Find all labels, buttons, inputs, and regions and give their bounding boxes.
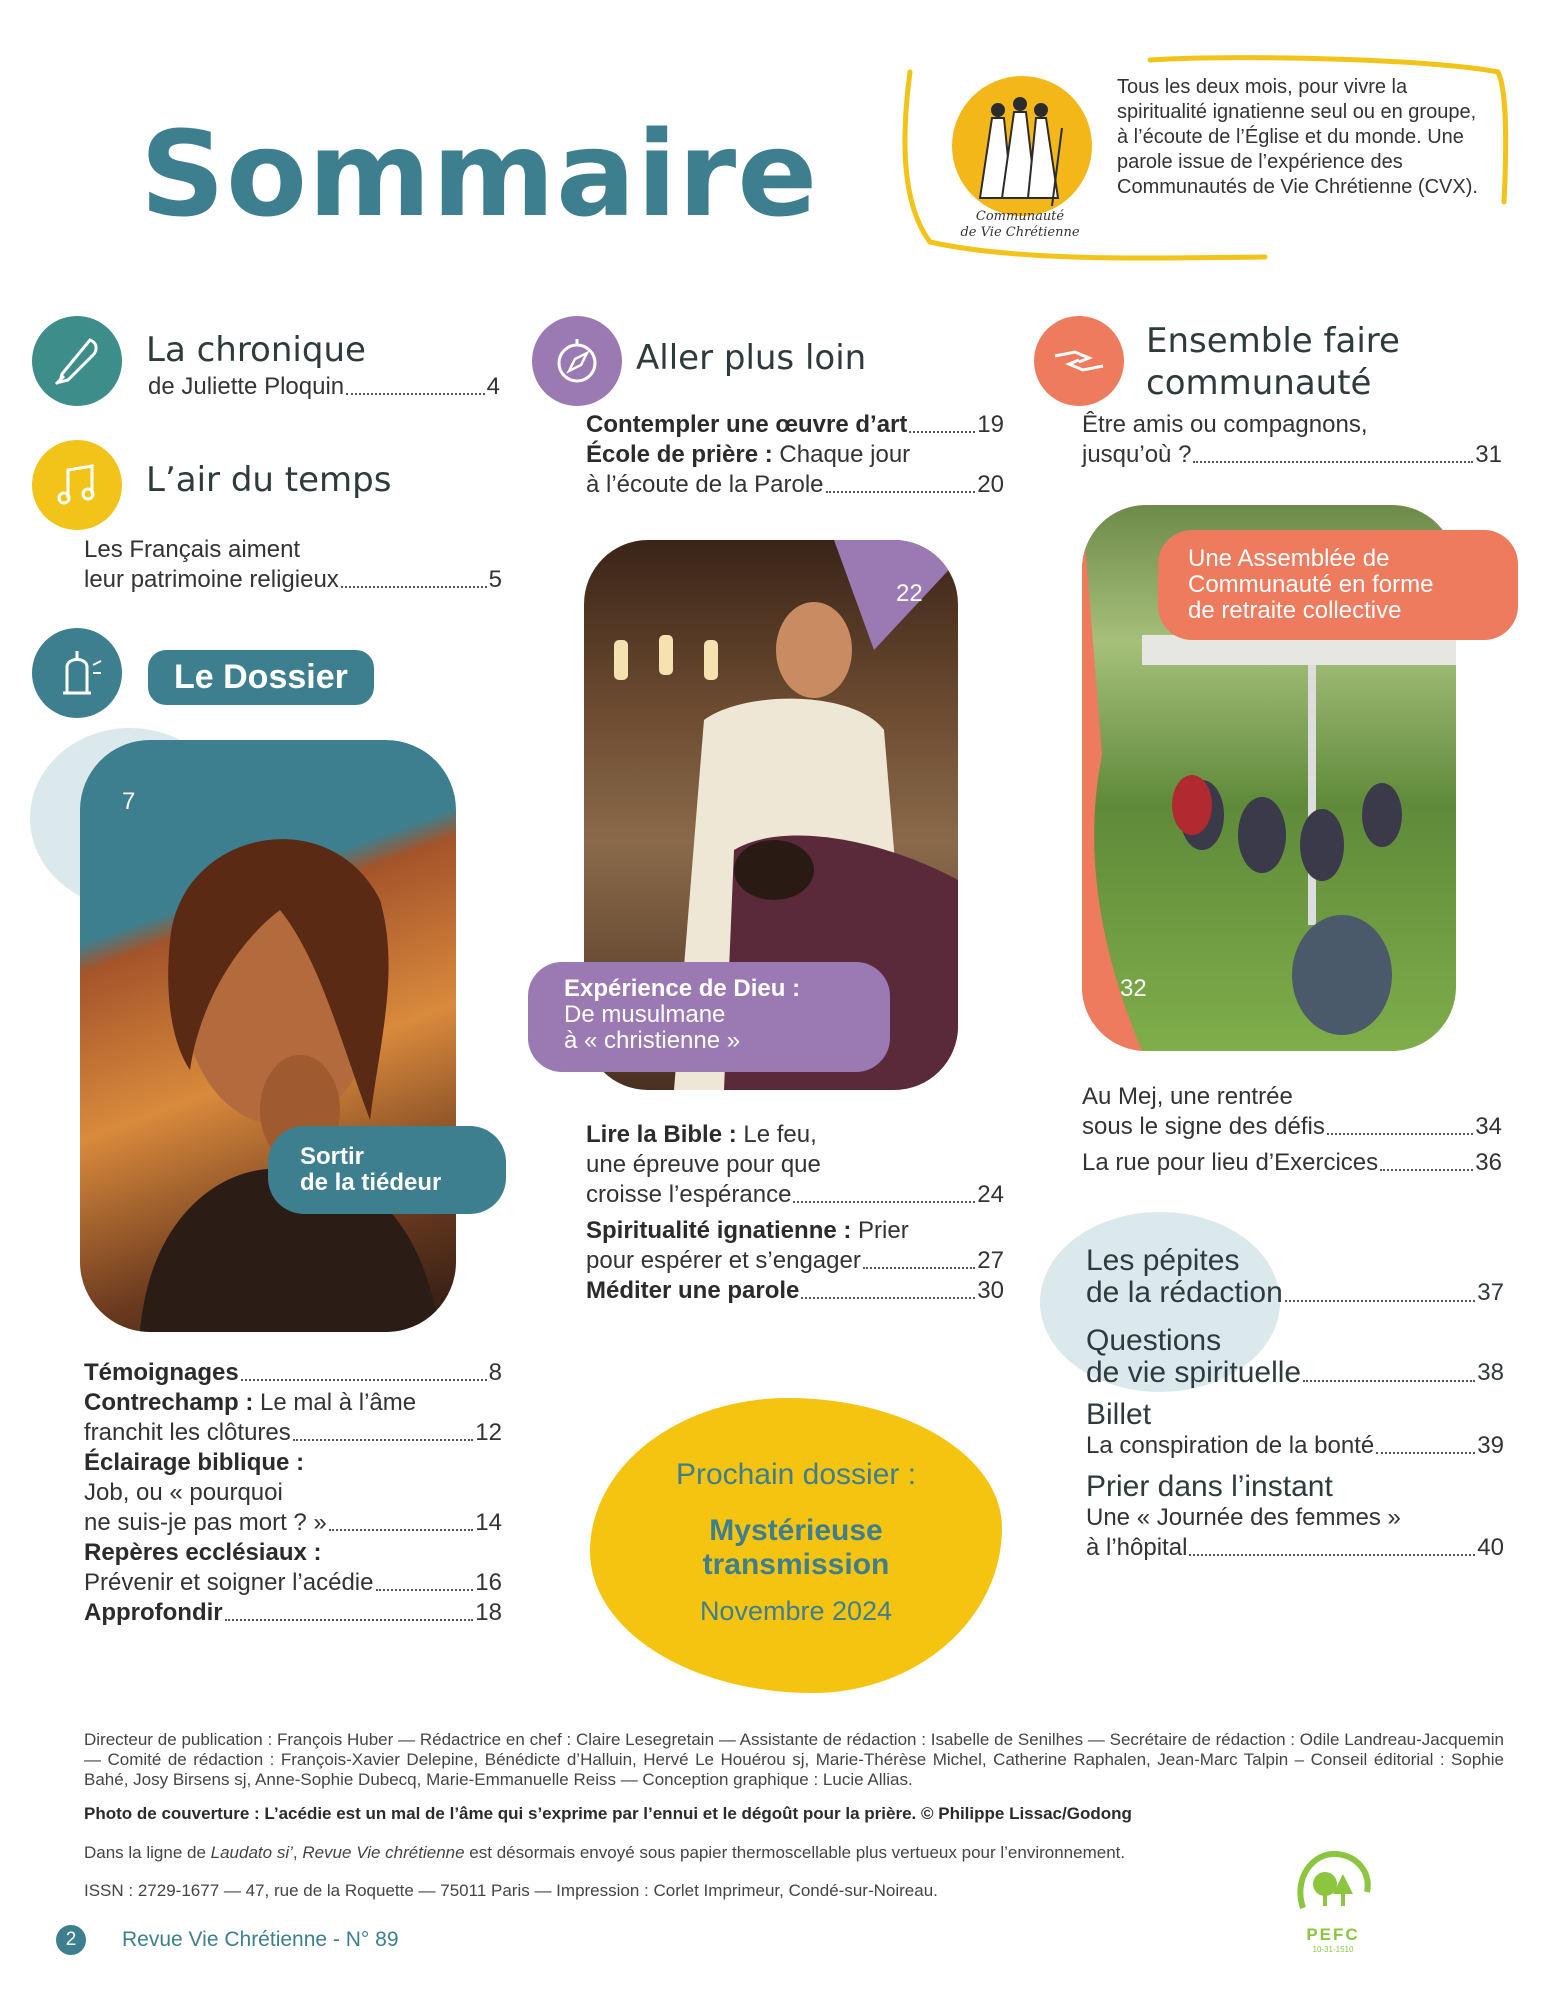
dot-leader <box>293 1439 474 1441</box>
page-number: 20 <box>977 471 1004 498</box>
dot-leader <box>801 1297 975 1299</box>
entry-text: Le mal à l’âme <box>253 1389 417 1416</box>
toc-entry-pepites[interactable] <box>1086 1245 1504 1309</box>
entry-text: Prévenir et soigner l’acédie <box>84 1569 374 1596</box>
chronique-entry[interactable] <box>148 372 500 402</box>
cvx-logo <box>940 68 1100 238</box>
page-number: 14 <box>475 1509 502 1536</box>
page-number: 8 <box>488 1359 502 1386</box>
aller-plus-loin-list <box>586 410 1004 500</box>
dot-leader <box>1327 1133 1473 1135</box>
page-title: Sommaire <box>140 105 819 243</box>
entry-text: jusqu’où ? <box>1082 441 1192 468</box>
footer-issn: ISSN : 2729-1677 — 47, rue de la Roquette — 75011 Paris — Impression : Corlet Imprimeur, Condé-sur-Noireau. <box>84 1881 938 1900</box>
assembly-photo-number: 32 <box>1120 975 1147 1002</box>
air-du-temps-title: L’air du temps <box>146 460 392 500</box>
pen-icon <box>32 316 122 406</box>
dot-leader <box>863 1267 975 1269</box>
entry-bold: Contempler une œuvre d’art <box>586 411 908 438</box>
toc-entry-approfondir[interactable] <box>84 1598 502 1628</box>
entry-title: de vie spirituelle <box>1086 1356 1302 1389</box>
dossier-title: Le Dossier <box>148 650 374 705</box>
toc-entry-billet[interactable] <box>1086 1399 1504 1461</box>
toc-entry-lire-bible[interactable] <box>586 1120 1004 1210</box>
caption-line: Une Assemblée de <box>1188 545 1390 572</box>
dot-leader <box>225 1619 474 1621</box>
toc-entry-reperes[interactable] <box>84 1538 502 1598</box>
dot-leader <box>1193 461 1473 463</box>
toc-entry-spiritualite[interactable] <box>586 1216 1004 1276</box>
dossier-photo-number: 7 <box>122 788 136 815</box>
page-number: 18 <box>475 1599 502 1626</box>
next-dossier-badge[interactable] <box>590 1398 1002 1693</box>
entry-text: Le feu, <box>736 1121 817 1148</box>
pefc-label: PEFC <box>1306 1925 1360 1944</box>
dot-leader <box>1380 1169 1473 1171</box>
caption-line: de retraite collective <box>1188 597 1402 624</box>
dot-leader <box>826 491 976 493</box>
entry-title: de la rédaction <box>1086 1276 1283 1309</box>
dot-leader <box>909 431 975 433</box>
dot-leader <box>1189 1554 1475 1556</box>
toc-entry-ecole-priere[interactable] <box>586 440 1004 500</box>
ensemble-list <box>1082 1082 1502 1178</box>
caption-line: de la tiédeur <box>300 1169 442 1196</box>
entry-text: une épreuve pour que <box>586 1151 821 1178</box>
ensemble-title <box>1146 320 1400 404</box>
page-number: 4 <box>486 373 500 400</box>
page-number: 40 <box>1477 1534 1504 1561</box>
entry-text: ne suis-je pas mort ? » <box>84 1509 327 1536</box>
entry-text: à l’hôpital <box>1086 1534 1188 1561</box>
toc-entry-temoignages[interactable] <box>84 1358 502 1388</box>
dot-leader <box>1376 1452 1475 1454</box>
entry-bold: École de prière : <box>586 441 773 468</box>
entry-line: Les Français aiment <box>84 536 301 563</box>
dossier-photo-caption[interactable] <box>268 1126 506 1214</box>
entry-text: pour espérer et s’engager <box>586 1247 861 1274</box>
entry-bold: Témoignages <box>84 1359 239 1386</box>
dot-leader <box>341 586 487 588</box>
aller-plus-loin-title: Aller plus loin <box>636 338 867 378</box>
entry-bold: Approfondir <box>84 1599 223 1626</box>
next-dossier-title-1: Mystérieuse <box>709 1514 883 1547</box>
entry-text: Job, ou « pourquoi <box>84 1479 283 1506</box>
entry-bold: Méditer une parole <box>586 1277 800 1304</box>
toc-entry-contempler[interactable] <box>586 410 1004 440</box>
compass-icon <box>532 316 622 406</box>
toc-entry-mediter[interactable] <box>586 1276 1004 1306</box>
cvx-logo-text-1: Communauté <box>975 209 1065 224</box>
footer-cover-credit: Photo de couverture : L’acédie est un mal de l’âme qui s’exprime par l’ennui et le dégoût pour la prière. © Philippe Lissac/Godong <box>84 1804 1132 1823</box>
dot-leader <box>346 393 485 395</box>
entry-text: Être amis ou compagnons, <box>1082 411 1368 438</box>
page-number: 19 <box>977 411 1004 438</box>
entry-line: leur patrimoine religieux <box>84 566 339 593</box>
entry-text: La conspiration de la bonté <box>1086 1432 1375 1459</box>
caption-line: Communauté en forme <box>1188 571 1434 598</box>
dot-leader <box>1285 1300 1475 1302</box>
toc-entry-amis[interactable] <box>1082 410 1502 470</box>
next-dossier-label: Prochain dossier : <box>675 1458 917 1491</box>
next-dossier-date: Novembre 2024 <box>699 1596 893 1626</box>
entry-title: Prier dans l’instant <box>1086 1470 1333 1503</box>
next-dossier-title-2: transmission <box>702 1548 890 1581</box>
entry-bold: Lire la Bible : <box>586 1121 737 1148</box>
toc-entry-questions[interactable] <box>1086 1325 1504 1389</box>
entry-title: Les pépites <box>1086 1244 1240 1277</box>
page-number: 31 <box>1475 441 1502 468</box>
entry-text: croisse l’espérance <box>586 1181 792 1208</box>
entry-bold: Repères ecclésiaux : <box>84 1539 322 1566</box>
caption-line: Expérience de Dieu : <box>564 975 801 1002</box>
entry-title: Questions <box>1086 1324 1222 1357</box>
entry-text: Au Mej, une rentrée <box>1082 1083 1293 1110</box>
chronique-entry-text: de Juliette Ploquin <box>148 373 345 400</box>
pefc-tree-icon <box>1293 1848 1373 1920</box>
page-number: 30 <box>977 1277 1004 1304</box>
entry-title: Billet <box>1086 1398 1152 1431</box>
cvx-logo-icon <box>940 68 1100 238</box>
assembly-photo-caption[interactable] <box>1158 530 1518 640</box>
aller-plus-loin-list-2 <box>586 1120 1004 1306</box>
caption-line: De musulmane <box>564 1001 726 1028</box>
air-du-temps-entry[interactable] <box>84 535 502 595</box>
entry-text: franchit les clôtures <box>84 1419 291 1446</box>
cvx-logo-text-2: de Vie Chrétienne <box>960 225 1080 238</box>
entry-bold: Éclairage biblique : <box>84 1449 305 1476</box>
music-note-icon <box>32 440 122 530</box>
laudato-emphasis: Laudato si’ <box>210 1843 293 1862</box>
entry-text: sous le signe des défis <box>1082 1113 1325 1140</box>
laudato-emphasis: Revue Vie chrétienne <box>302 1843 465 1862</box>
chronique-title: La chronique <box>146 330 366 370</box>
dossier-photo[interactable] <box>80 740 456 1332</box>
magazine-issue: Revue Vie Chrétienne - N° 89 <box>122 1928 399 1951</box>
page-number: 34 <box>1475 1113 1502 1140</box>
entry-text: Chaque jour <box>772 441 911 468</box>
cvx-description: Tous les deux mois, pour vivre la spiritualité ignatienne seul ou en groupe, à l’écoute de l’Église et du monde. Une parole issue de l’expérience des Communautés de Vie Chrétienne (CVX). <box>1117 76 1478 198</box>
dossier-list <box>84 1358 502 1628</box>
toc-entry-rue[interactable] <box>1082 1148 1502 1178</box>
entry-text: à l’écoute de la Parole <box>586 471 824 498</box>
entry-text: Une « Journée des femmes » <box>1086 1504 1401 1531</box>
toc-entry-eclairage[interactable] <box>84 1448 502 1538</box>
footer-credits: Directeur de publication : François Huber — Rédactrice en chef : Claire Lesegretain — Assistante de rédaction : Isabelle de Senilhes — Secrétaire de rédaction : Odile Landreau-Jacquemin — Comité de rédaction : François-Xavier Delepine, Bénédicte d’Halluin, Hervé Le Houérou sj, Marie-Thérèse Michel, Catherine Raphalen, Jean-Marc Talpin – Conseil éditorial : Sophie Bahé, Josy Birsens sj, Anne-Sophie Dubecq, Marie-Emmanuelle Reiss — Conception graphique : Lucie Allias. <box>84 1730 1504 1789</box>
pepites-list <box>1086 1245 1504 1563</box>
laudato-text: Dans la ligne de <box>84 1843 211 1862</box>
ensemble-title-line-2: communauté <box>1146 363 1372 403</box>
page-number: 37 <box>1477 1279 1504 1306</box>
ensemble-title-line-1: Ensemble faire <box>1146 321 1400 361</box>
dot-leader <box>241 1379 487 1381</box>
laudato-text: , <box>292 1843 303 1862</box>
toc-entry-contrechamp[interactable] <box>84 1388 502 1448</box>
caption-line: à « christienne » <box>564 1027 741 1054</box>
toc-entry-mej[interactable] <box>1082 1082 1502 1142</box>
page-number: 12 <box>475 1419 502 1446</box>
page-number: 39 <box>1477 1432 1504 1459</box>
woman-portrait-image <box>80 740 456 1332</box>
hands-icon <box>1034 316 1124 406</box>
page-number: 27 <box>977 1247 1004 1274</box>
pefc-logo <box>1290 1848 1376 1954</box>
toc-entry-prier[interactable] <box>1086 1471 1504 1563</box>
entry-bold: Contrechamp : <box>84 1389 254 1416</box>
dot-leader <box>1303 1380 1475 1382</box>
entry-text: Prier <box>851 1217 909 1244</box>
pefc-code: 10-31-1510 <box>1312 1945 1354 1954</box>
dot-leader <box>329 1529 474 1531</box>
page-number: 24 <box>977 1181 1004 1208</box>
page-number-badge: 2 <box>56 1925 86 1955</box>
priest-photo-caption[interactable] <box>528 962 890 1072</box>
lantern-icon <box>32 628 122 718</box>
priest-photo-number: 22 <box>896 580 923 607</box>
page-number: 38 <box>1477 1359 1504 1386</box>
dot-leader <box>793 1201 975 1203</box>
page-number: 36 <box>1475 1149 1502 1176</box>
entry-bold: Spiritualité ignatienne : <box>586 1217 852 1244</box>
page-number: 5 <box>488 566 502 593</box>
laudato-text: est désormais envoyé sous papier thermoscellable plus vertueux pour l’environnement. <box>464 1843 1126 1862</box>
page-number: 16 <box>475 1569 502 1596</box>
dot-leader <box>376 1589 474 1591</box>
entry-text: La rue pour lieu d’Exercices <box>1082 1149 1379 1176</box>
caption-line: Sortir <box>300 1143 365 1170</box>
